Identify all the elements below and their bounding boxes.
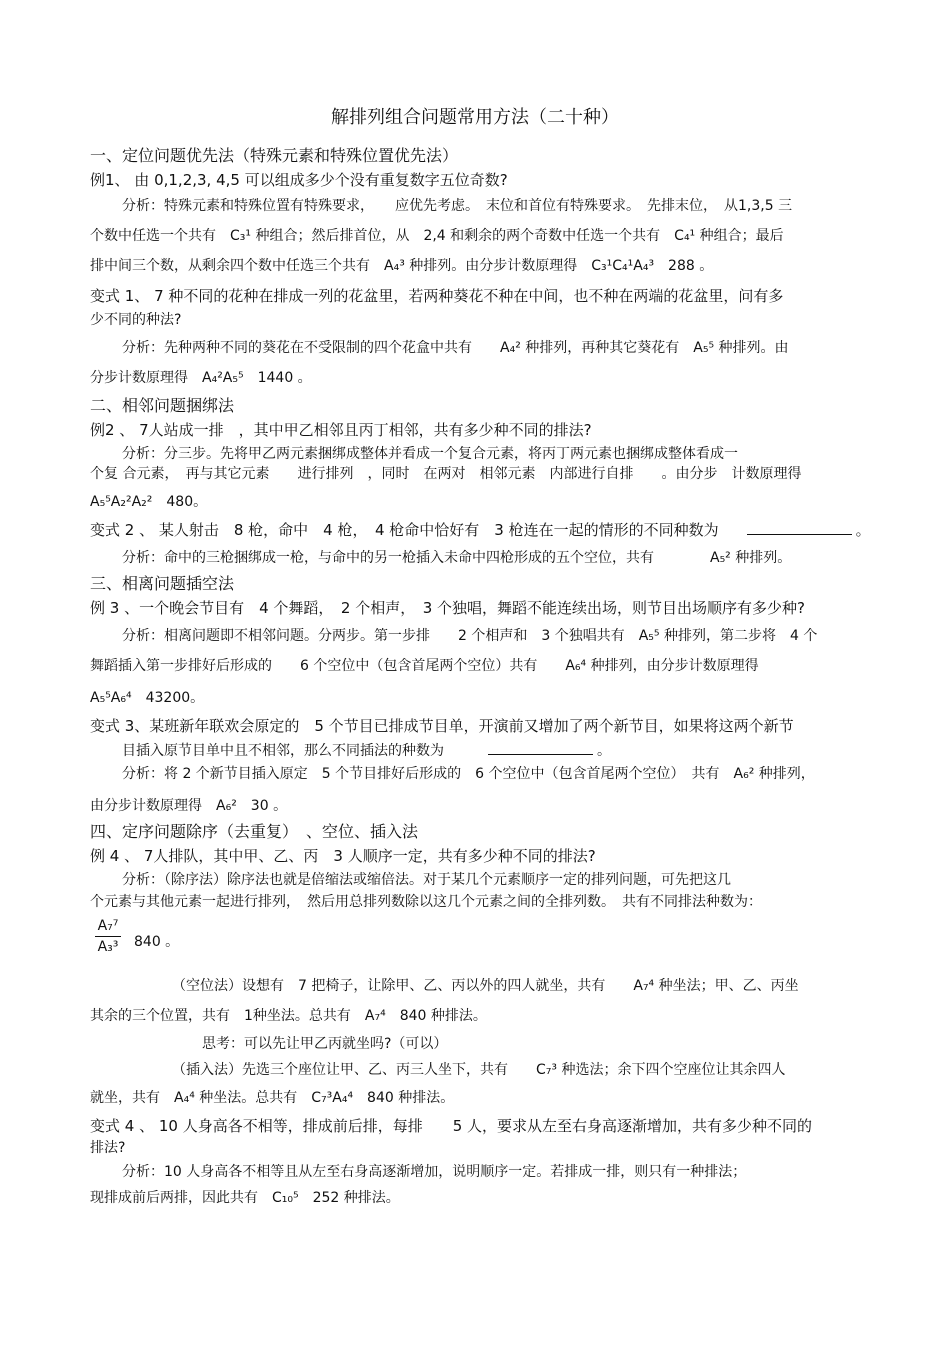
formula-line: A₅⁵A₂²A₂² 480。 [90, 494, 208, 510]
text-line: 其余的三个位置，共有 1种坐法。总共有 A₇⁴ 840 种排法。 [90, 1008, 487, 1024]
section-heading-3: 三、相离问题插空法 [90, 574, 235, 593]
fraction-formula [95, 918, 121, 955]
variant-3-cont [122, 740, 860, 761]
document-title: 解排列组合问题常用方法（二十种） [331, 107, 619, 128]
analysis-line: 分析：相离问题即不相邻问题。分两步。第一步排 2 个相声和 3 个独唱共有 A₅⁵ 种排列，第二步将 4 个 [122, 628, 818, 644]
answer-blank [747, 520, 852, 535]
example-4: 例 4 、 7人排队，其中甲、乙、丙 3 人顺序一定，共有多少种不同的排法? [90, 847, 596, 865]
text-line: 少不同的种法? [90, 312, 182, 328]
example-3: 例 3 、一个晚会节目有 4 个舞蹈， 2 个相声， 3 个独唱，舞蹈不能连续出场，则节目出场顺序有多少种? [90, 599, 805, 617]
text-line: 由分步计数原理得 A₆² 30 。 [90, 798, 288, 814]
fraction-denominator: A₃³ [97, 939, 119, 955]
analysis-line: 分析：（除序法）除序法也就是倍缩法或缩倍法。对于某几个元素顺序一定的排列问题，可先把这几 [122, 872, 731, 888]
text-line: 个数中任选一个共有 C₃¹ 种组合；然后排首位，从 2,4 和剩余的两个奇数中任选一个共有 C₄¹ 种组合；最后 [90, 228, 784, 244]
analysis-line: 分析：分三步。先将甲乙两元素捆绑成整体并看成一个复合元素，将丙丁两元素也捆绑成整体看成一 [122, 446, 738, 462]
variant-4: 变式 4 、 10 人身高各不相等，排成前后排，每排 5 人，要求从左至右身高逐渐增加，共有多少种不同的 [90, 1117, 813, 1135]
text-line: 排中间三个数，从剩余四个数中任选三个共有 A₄³ 种排列。由分步计数原理得 C₃¹C₄¹A₄³ 288 。 [90, 258, 714, 274]
analysis-line: 分析：先种两种不同的葵花在不受限制的四个花盒中共有 A₄² 种排列，再种其它葵花有 A₅⁵ 种排列。由 [122, 340, 789, 356]
section-heading-4: 四、定序问题除序（去重复） 、空位、插入法 [90, 822, 419, 841]
text-line: （空位法）设想有 7 把椅子，让除甲、乙、丙以外的四人就坐，共有 A₇⁴ 种坐法；甲、乙、丙坐 [172, 978, 799, 994]
end-mark: 。 [855, 521, 871, 539]
fraction-numerator: A₇⁷ [97, 918, 119, 934]
answer-blank [488, 740, 593, 755]
formula-line: A₅⁵A₆⁴ 43200。 [90, 690, 205, 706]
analysis-line: 分析：10 人身高各不相等且从左至右身高逐渐增加，说明顺序一定。若排成一排，则只有一种排法； [122, 1164, 747, 1180]
variant-3-text: 目插入原节目单中且不相邻，那么不同插法的种数为 [122, 743, 444, 759]
example-2: 例2 、 7人站成一排 ，其中甲乙相邻且丙丁相邻，共有多少种不同的排法? [90, 421, 592, 439]
text-line: 舞蹈插入第一步排好后形成的 6 个空位中（包含首尾两个空位）共有 A₆⁴ 种排列，由分步计数原理得 [90, 658, 759, 674]
analysis-line: 分析：将 2 个新节目插入原定 5 个节目排好后形成的 6 个空位中（包含首尾两个空位） 共有 A₆² 种排列， [122, 766, 815, 782]
section-heading-2: 二、相邻问题捆绑法 [90, 396, 235, 415]
analysis-line: 分析：命中的三枪捆绑成一枪，与命中的另一枪插入未命中四枪形成的五个空位，共有 A₅² 种排列。 [122, 550, 792, 566]
text-line: 个元素与其他元素一起进行排列， 然后用总排列数除以这几个元素之间的全排列数。 共有不同排法种数为： [90, 894, 762, 910]
thinking-note: 思考：可以先让甲乙丙就坐吗?（可以） [202, 1036, 448, 1052]
text-line: 分步计数原理得 A₄²A₅⁵ 1440 。 [90, 370, 312, 386]
end-mark: 。 [597, 743, 611, 759]
text-line: 排法? [90, 1140, 126, 1156]
text-line: 个复 合元素， 再与其它元素 进行排列 ，同时 在两对 相邻元素 内部进行自排 。由分步 计数原理得 [90, 466, 802, 482]
fraction-result: 840 。 [134, 934, 180, 950]
variant-2-text: 变式 2 、 某人射击 8 枪，命中 4 枪， 4 枪命中恰好有 3 枪连在一起的情形的不同种数为 [90, 521, 719, 539]
text-line: 就坐，共有 A₄⁴ 种坐法。总共有 C₇³A₄⁴ 840 种排法。 [90, 1090, 455, 1106]
analysis-line: 分析：特殊元素和特殊位置有特殊要求， 应优先考虑。 末位和首位有特殊要求。 先排末位， 从1,3,5 三 [122, 198, 793, 214]
variant-3: 变式 3、某班新年联欢会原定的 5 个节目已排成节目单，开演前又增加了两个新节目，如果将这两个新节 [90, 717, 794, 735]
example-1: 例1、 由 0,1,2,3, 4,5 可以组成多少个没有重复数字五位奇数? [90, 171, 508, 189]
section-heading-1: 一、定位问题优先法（特殊元素和特殊位置优先法） [90, 146, 459, 165]
variant-1: 变式 1、 7 种不同的花种在排成一列的花盆里，若两种葵花不种在中间，也不种在两端的花盆里，问有多 [90, 287, 784, 305]
variant-2 [90, 520, 871, 540]
fraction-bar [95, 936, 121, 937]
text-line: 现排成前后两排，因此共有 C₁₀⁵ 252 种排法。 [90, 1190, 400, 1206]
text-line: （插入法）先选三个座位让甲、乙、丙三人坐下，共有 C₇³ 种选法；余下四个空座位让其余四人 [172, 1062, 786, 1078]
